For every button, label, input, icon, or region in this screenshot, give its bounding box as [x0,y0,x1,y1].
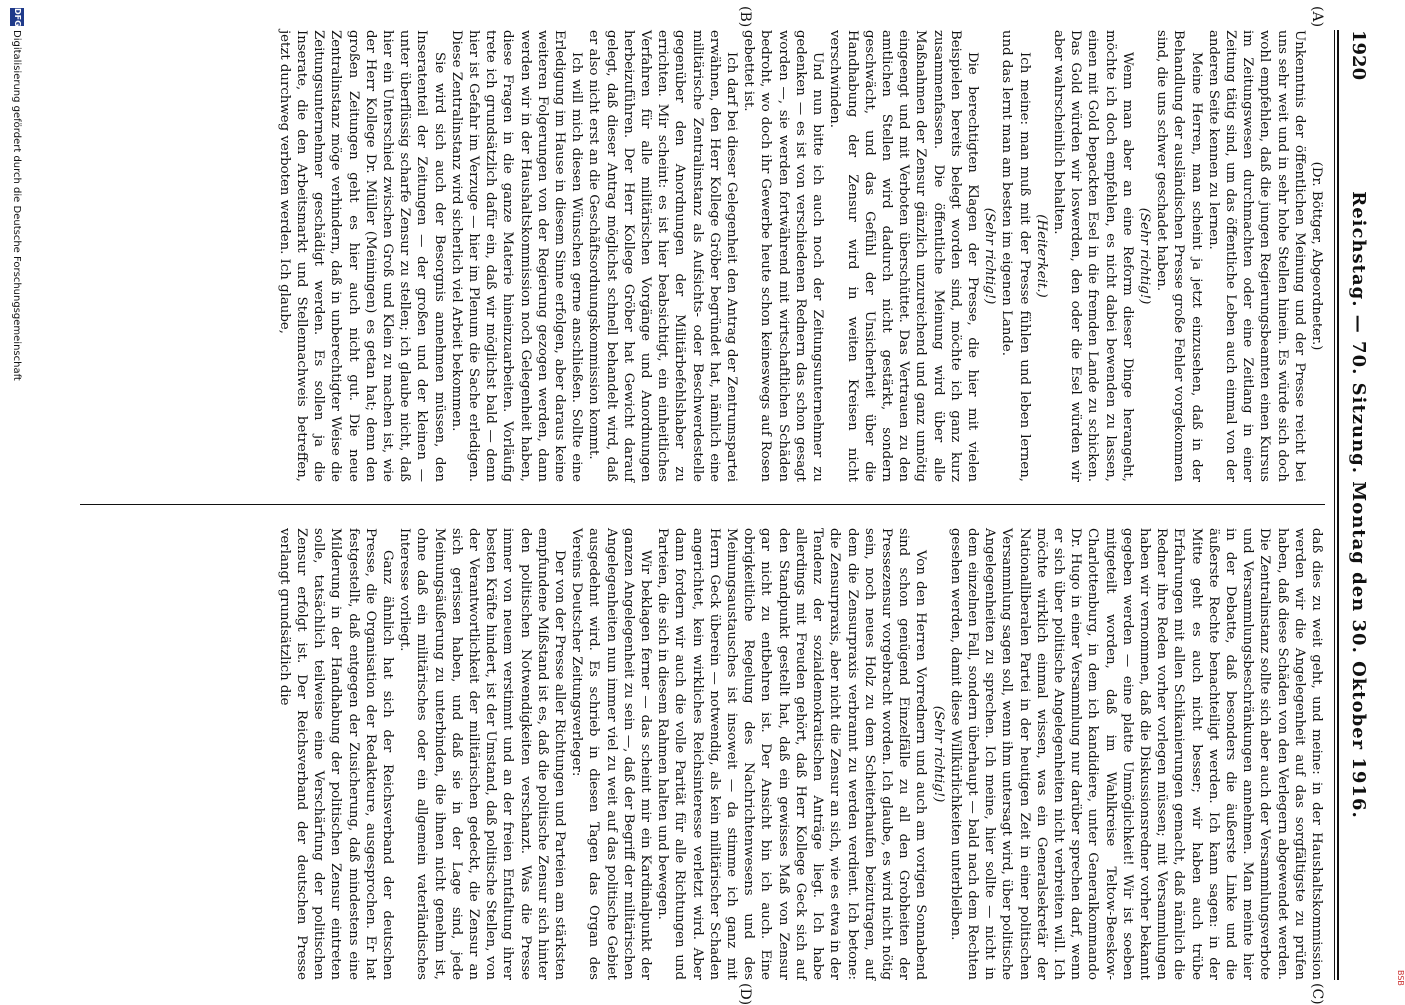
page-number: 1920 [1348,30,1369,81]
paragraph: Ganz ähnlich hat sich der Reichsverband der deutschen Presse, die Organisation der Redakteure, ausgesprochen. Er hat festgestellt, daß entgegen der Zusicherung, daß mindestens eine Milderung in der Handhabung der politischen Zensur eintreten solle, tatsächlich teilweise eine Verschärfung der politischen Zensur erfolgt ist. Der Reichsverband der deutschen Presse verlangt grundsätzlich die [276,528,396,980]
running-title: Reichstag. — 70. Sitzung. Montag den 30. Oktober 1916. [1348,191,1369,819]
footer [4,0,28,1000]
margin-marker-a: (A) [1309,6,1325,28]
speaker-label: (Dr. Böttger, Abgeordneter.) [1309,161,1324,351]
paragraph: Ich meine: man muß mit der Presse fühlen und leben lernen, und das lernt man am besten im eigenen Lande. [999,30,1032,482]
paragraph: Sie wird sich auch der Besorgnis annehmen müssen, den Inseratenteil der Zeitungen — der großen und der kleinen — unter überflüssig scharfe Zensur zu stellen; ich glaube nicht, daß hier ein Unterschied zwischen Groß und Klein zu machen ist, wie der Herr Kollege Dr. Müller (Meiningen) es getan hat; denn den großen Zeitungen geht es hier auch nicht gut. Die neue Zentralinstanz möge verhindern, daß in unberechtigter Weise die Zeitungsunternehmer geschädigt werden. Es sollen ja die Inserate, die den Arbeitsmarkt und Stellennachweis betreffen, jetzt durchweg verboten werden. Ich glaube, [276,30,447,482]
header-rule-thin [1334,30,1335,980]
left-column [80,30,1325,482]
interjection: (Sehr richtig!) [1136,207,1152,305]
page-header [1341,30,1375,980]
paragraph: Ich darf bei dieser Gelegenheit den Antrag der Zentrumspartei erwähnen, den Herr Kollege Gröber begründet hat, nämlich eine militärische Zentralinstanz als Aufsichts- oder Beschwerdestelle gegenüber den Anordnungen der Militärbefehlshaber zu errichten. Mir scheint: es ist hier beabsichtigt, ein einheitliches Verfahren für alle militärischen Vorgänge und Anordnungen herbeizuführen. Der Herr Kollege Gröber hat Gewicht darauf gelegt, daß dieser Antrag möglichst schnell behandelt wird, daß er also nicht erst an die Geschäftsordnungskommission kommt. [586,30,740,482]
paragraph: Wenn man aber an eine Reform dieser Dinge herangeht, möchte ich doch empfehlen, es nicht dabei bewenden zu lassen, einen mit Gold bepackten Esel in die fremden Lande zu schicken. Das Gold würden wir loswerden, den oder die Esel würden wir aber wahrscheinlich behalten. [1050,30,1135,482]
margin-marker-b: (B) [737,6,753,28]
paragraph: Von den Herren Vorrednern und auch am vorigen Sonnabend sind schon genügend Einzelfälle zu all den Grobheiten der Pressezensur vorgebracht worden. Ich glaube, es wird nicht nötig sein, noch neues Holz zu dem Scheiterhaufen beizutragen, auf dem die Zensurpraxis verbrannt zu werden verdient. Ich betone: die Zensurpraxis, aber nicht die Zensur an sich, wie es etwa in der Tendenz der sozialdemokratischen Anträge liegt. Ich habe allerdings mit Freuden gehört, daß Herr Kollege Geck sich auf den Standpunkt gestellt hat, daß ein gewisses Maß von Zensur gar nicht zu entbehren ist. Der Ansicht bin ich auch. Eine obrigkeitliche Regelung des Nachrichtenwesens und des Meinungsaustausches ist insoweit — da stimme ich ganz mit Herrn Geck überein — notwendig, als kein militärischer Schaden angerichtet, kein wirkliches Reichsinteresse verletzt wird. Aber dann fordern wir auch die volle Parität für alle Richtungen und Parteien, die sich in diesem Rahmen halten und bewegen. [655,528,929,980]
paragraph: Wir beklagen ferner — das scheint mir ein Kardinalpunkt der ganzen Angelegenheit zu sein —, daß der Begriff der militärischen Angelegenheiten nun immer viel zu weit auf das politische Gebiet ausgedehnt wird. Es schrieb in diesen Tagen das Organ des Vereins Deutscher Zeitungsverleger: [569,528,654,980]
paragraph: Die berechtigten Klagen der Presse, die hier mit vielen Beispielen bereits belegt worden sind, möchte ich ganz kurz zusammenfassen. Die öffentliche Meinung wird über alle Maßnahmen der Zensur gänzlich unzureichend und ganz unnötig eingeengt und mit Verboten überschüttet. Das Vertrauen zu den amtlichen Stellen wird dadurch nicht gestärkt, sondern geschwächt, und das Gefühl der Unsicherheit über die Handhabung der Zensur wird in weiten Kreisen nicht verschwinden. [827,30,980,482]
column-divider [80,504,1325,505]
interjection: (Sehr richtig!) [982,207,998,305]
margin-marker-d: (D) [737,983,753,1005]
library-mark: BSB [1396,970,1405,986]
funding-note: Digitalisierung gefördert durch die Deutsche Forschungsgemeinschaft [11,30,22,381]
quotation: Der von der Presse aller Richtungen und Parteien am stärksten empfundene Mißstand ist es, daß die politische Zensur sich hinter den politischen Notwendigkeiten verschanzt. Was die Presse immer von neuem verstimmt und an der freien Entfaltung ihrer besten Kräfte hindert, ist der Umstand, daß politische Stellen, von der Verantwortlichkeit der militärischen gedeckt, die Zensur an sich gerissen haben, und daß sie in der Lage sind, jede Meinungsäußerung zu unterbinden, die ihnen nicht genehm ist, ohne daß ein militärisches oder ein allgemein vaterländisches Interesse vorliegt. [397,528,568,980]
interjection: (Heiterkeit.) [1033,214,1049,298]
right-column [80,528,1325,980]
interjection: (Sehr richtig!) [930,705,946,803]
paragraph: Meine Herren, man scheint ja jetzt einzusehen, daß in der Behandlung der ausländischen Presse große Fehler vorgekommen sind, die uns schwer geschadet haben. [1154,30,1204,482]
paragraph: daß dies zu weit geht, und meine: in der Haushaltskommission werden wir die Angelegenheit auf das sorgfältigste zu prüfen haben, daß diese Schäden von den Verlegern abgewendet werden. Die Zentralinstanz sollte sich aber auch der Versammlungsverbote und Versammlungsbeschränkungen annehmen. Man meinte hier in der Debatte, daß besonders die äußerste Linke und die äußerste Rechte benachteiligt werden. Ich kann sagen: in der Mitte geht es auch nicht besser; wir haben auch trübe Erfahrungen mit allen Schikanierungen gemacht, daß nämlich die Redner ihre Reden vorher vorlegen müssen; mit Versammlungen haben wir vernommen, daß die Diskussionsredner vorher bekannt gegeben werden — eine platte Unmöglichkeit! Wir ist soeben mitgeteilt worden, daß im Wahlkreise Teltow-Beeskow-Charlottenburg, in dem ich kandidiere, unter Generalkommando Dr. Hugo in einer Versammlung nur darüber sprechen darf, wenn er sich über politische Angelegenheiten nicht verbreiten will. Ich möchte wirklich einmal wissen, was ein Generalsekretär der Nationalliberalen Partei in der heutigen Zeit in einer politischen Versammlung sagen soll, wenn ihm untersagt wird, über politische Angelegenheiten zu sprechen. Ich meine, hier sollte — nicht in dem einzelnen Fall, sondern überhaupt — bald nach dem Rechten gesehen werden, damit diese Willkürlichkeiten unterbleiben. [947,528,1324,980]
paragraph: Ich will mich diesen Wünschen gerne anschließen. Sollte eine Erledigung im Hause in diesem Sinne erfolgen, aber daraus keine weiteren Folgerungen von der Regierung gezogen werden, dann werden wir in der Haushaltskommission noch Gelegenheit haben, diese Fragen in die ganze Materie hineinzuarbeiten. Vorläufig trete ich grundsätzlich dafür ein, daß wir möglichst bald — denn hier ist Gefahr im Verzuge — hier im Plenum die Sache erledigen. Diese Zentralinstanz wird sicherlich viel Arbeit bekommen. [448,30,585,482]
header-rule [1337,30,1339,980]
paragraph: Unkenntnis der öffentlichen Meinung und der Presse reicht bei uns sehr weit und in sehr hohe Stellen hinein. Es würde sich doch wohl empfehlen, daß die jungen Regierungsbeamten einen Kursus im Zeitungswesen durchmachten oder eine Zeitlang in einer Zeitung tätig sind, um das öffentliche Leben auch einmal von der anderen Seite kennen zu lernen. [1205,30,1307,482]
margin-marker-c: (C) [1309,983,1325,1005]
dfg-logo: DFG [10,8,24,26]
paragraph: Und nun bitte ich auch noch der Zeitungsunternehmer zu gedenken — es ist von verschiedenen Rednern das schon gesagt worden —, sie werden fortwährend mit wirtschaftlichen Schäden bedroht, wo doch ihr Gewerbe heute schon keineswegs auf Rosen gebettet ist. [741,30,826,482]
